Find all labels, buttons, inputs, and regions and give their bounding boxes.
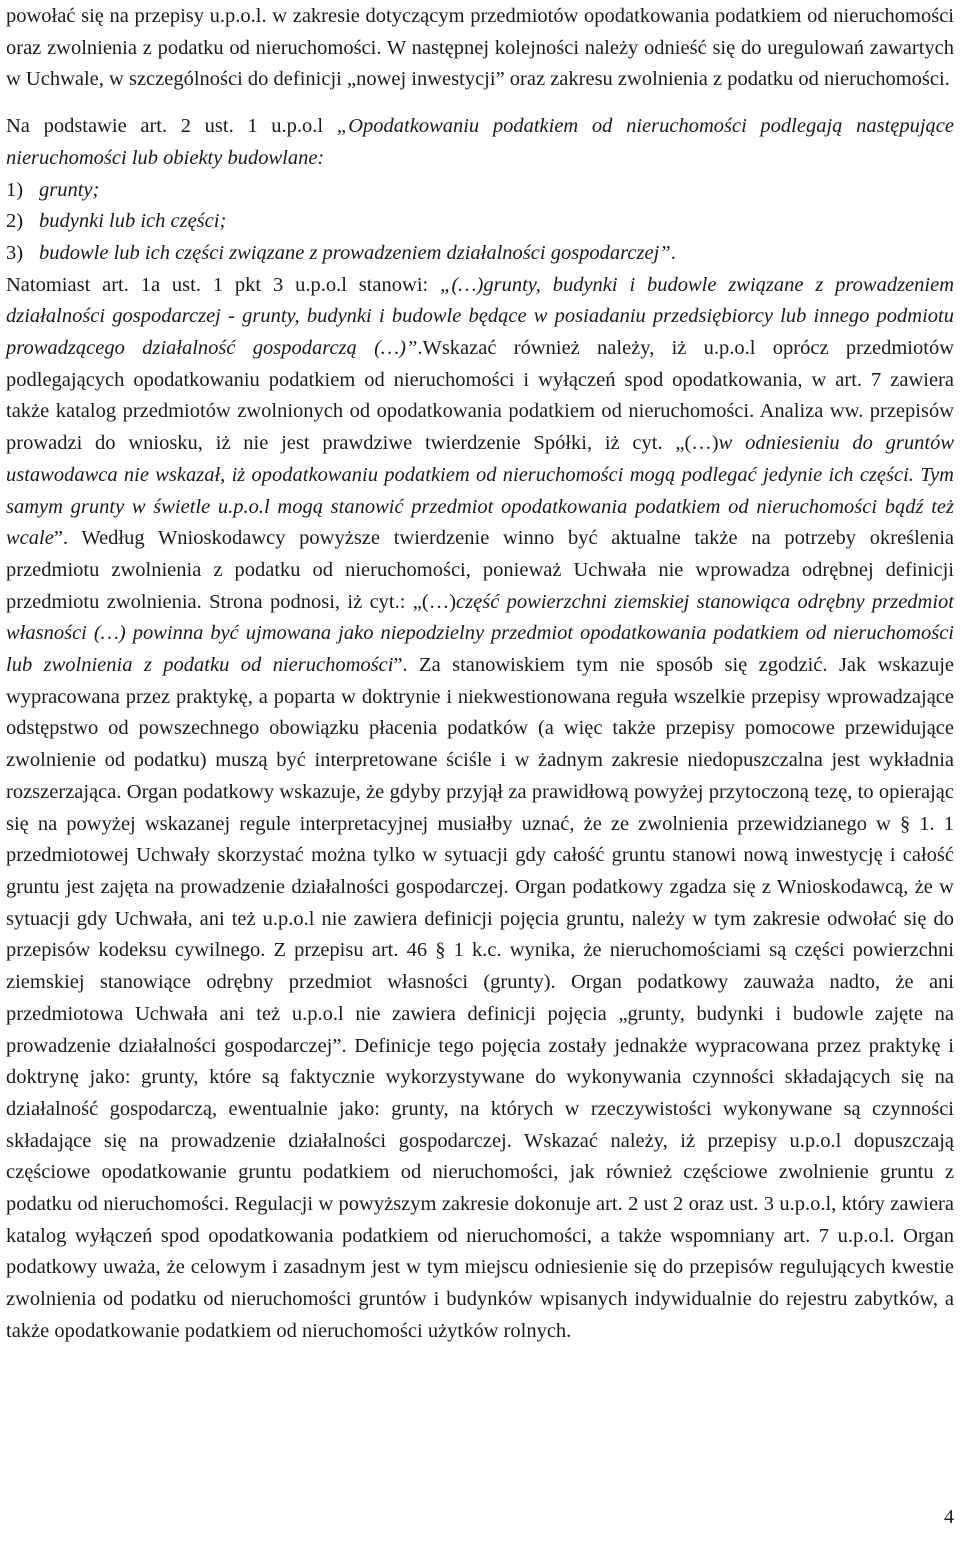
list-item-budynki	[6, 206, 954, 238]
list-number: 3)	[6, 241, 24, 264]
art2-quote: „Opodatkowaniu podatkiem od nieruchomości podlegają następujące nieruchomości lub obiekty budowlane:	[6, 115, 955, 169]
page-number: 4	[944, 1506, 954, 1528]
art1a-lead-text: Natomiast art. 1a ust. 1 pkt 3 u.p.o.l stanowi:	[6, 273, 441, 296]
list-item-budowle	[6, 238, 954, 270]
list-item-text: grunty;	[39, 178, 100, 201]
document-body	[6, 1, 954, 1348]
paragraph-art2	[6, 111, 954, 174]
analysis-text-2: ”. Według Wnioskodawcy powyższe twierdzenie winno być aktualne także na potrzeby określenia przedmiotu zwolnienia z podatku od nieruchomości, ponieważ Uchwała nie wprowadza odrębnej definicji przedmiotu zwolnienia. Strona podnosi, iż cyt.: „(…)	[6, 527, 954, 613]
analysis-text-3: ”. Za stanowiskiem tym nie sposób się zgodzić. Jak wskazuje wypracowana przez praktykę, a poparta w doktrynie i niekwestionowana reguła wszelkie przepisy wprowadzające odstępstwo od powszechnego obowiązku płacenia podatków (a więc także przepisy pomocowe przewidujące zwolnienie od podatku) muszą być interpretowane ściśle i w żadnym zakresie niedopuszczalna jest wykładnia rozszerzająca. Organ podatkowy wskazuje, że gdyby przyjął za prawidłową powyżej przytoczoną tezę, to opierając się na powyżej wskazanej regule interpretacyjnej musiałby uznać, że ze zwolnienia przewidzianego w § 1. 1 przedmiotowej Uchwały skorzystać można tylko w sytuacji gdy całość gruntu stanowi nową inwestycję i całość gruntu jest zajęta na prowadzenie działalności gospodarczej. Organ podatkowy zgadza się z Wnioskodawcą, że w sytuacji gdy Uchwała, ani też u.p.o.l nie zawiera definicji pojęcia gruntu, należy w tym zakresie odwołać się do przepisów kodeksu cywilnego. Z przepisu art. 46 § 1 k.c. wynika, że nieruchomościami są części powierzchni ziemskiej stanowiące odrębny przedmiot własności (grunty). Organ podatkowy zauważa nadto, że ani przedmiotowa Uchwała ani też u.p.o.l nie zawiera definicji pojęcia „grunty, budynki i budowle zajęte na prowadzenie działalności gospodarczej”. Definicje tego pojęcia zostały jednakże wypracowana przez praktykę i doktrynę jako: grunty, które są faktycznie wykorzystywane do wykonywania czynności składających się na działalność gospodarczą, ewentualnie jako: grunty, na których w rzeczywistości wykonywane są czynności składające się na prowadzenie działalności gospodarczej. Wskazać należy, iż przepisy u.p.o.l dopuszczają częściowe opodatkowanie gruntu podatkiem od nieruchomości, jak również częściowe zwolnienie gruntu z podatku od nieruchomości. Regulacji w powyższym zakresie dokonuje art. 2 ust 2 oraz ust. 3 u.p.o.l, który zawiera katalog wyłączeń spod opodatkowania podatkiem od nieruchomości, a także wspomniany art. 7 u.p.o.l. Organ podatkowy uważa, że celowym i zasadnym jest w tym miejscu odniesienie się do przepisów regulujących kwestie zwolnienia od podatku od nieruchomości gruntów i budynków wpisanych indywidualnie do rejestru zabytków, a także opodatkowanie podatkiem od nieruchomości użytków rolnych.	[6, 654, 954, 1342]
list-number: 1)	[6, 178, 24, 201]
list-item-text: budowle lub ich części związane z prowadzeniem działalności gospodarczej”	[39, 241, 671, 264]
company-quote-2: część powierzchni ziemskiej stanowiąca odrębny przedmiot własności (…) powinna być ujmowana jako niepodzielny przedmiot opodatkowania podatkiem od nieruchomości lub zwolnienia z podatku od nieruchomości	[6, 590, 955, 677]
paragraph-analysis	[6, 270, 954, 1348]
company-quote-1: w odniesieniu do gruntów ustawodawca nie wskazał, iż opodatkowaniu podatkiem od nieruchomości mogą podlegać jedynie ich części. Tym samym grunty w świetle u.p.o.l mogą stanowić przedmiot opodatkowania podatkiem od nieruchomości bądź też wcale	[6, 432, 954, 550]
analysis-text-1: .Wskazać również należy, iż u.p.o.l oprócz przedmiotów podlegających opodatkowaniu podatkiem od nieruchomości i wyłączeń spod opodatkowania, w art. 7 zawiera także katalog przedmiotów zwolnionych od opodatkowania podatkiem od nieruchomości. Analiza ww. przepisów prowadzi do wniosku, iż nie jest prawdziwe twierdzenie Spółki, iż cyt. „(…)	[6, 337, 954, 455]
list-item-text: budynki lub ich części;	[39, 210, 227, 233]
list-end-period: .	[670, 241, 676, 264]
list-item-grunty	[6, 175, 954, 207]
art2-lead-text: Na podstawie art. 2 ust. 1 u.p.o.l	[6, 115, 337, 138]
art1a-quote: „(…)grunty, budynki i budowle związane z prowadzeniem działalności gospodarczej - grunty, budynki i budowle będące w posiadaniu przedsiębiorcy lub innego podmiotu prowadzącego działalność gospodarczą (…)”	[6, 273, 954, 360]
list-number: 2)	[6, 210, 24, 233]
paragraph-intro: powołać się na przepisy u.p.o.l. w zakresie dotyczącym przedmiotów opodatkowania podatkiem od nieruchomości oraz zwolnienia z podatku od nieruchomości. W następnej kolejności należy odnieść się do uregulowań zawartych w Uchwale, w szczególności do definicji „nowej inwestycji” oraz zakresu zwolnienia z podatku od nieruchomości.	[6, 5, 954, 91]
